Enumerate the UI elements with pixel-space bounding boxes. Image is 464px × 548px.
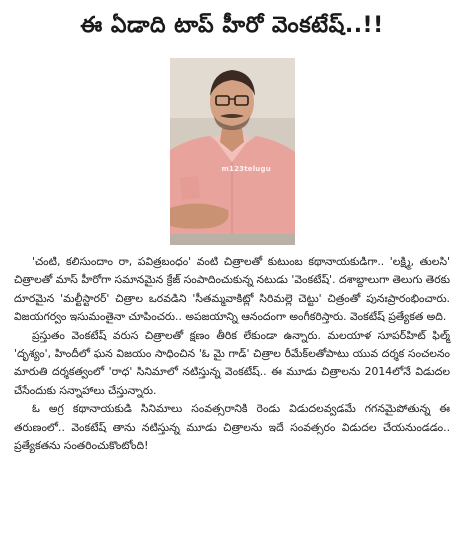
paragraph-2: ప్రస్తుతం వెంకటేష్ వరుస చిత్రాలతో క్షణం తీరిక లేకుండా ఉన్నారు. మలయాళ సూపర్‌హిట్ ఫిల్మ్ 'దృశ్యం', హిందీలో ఘన విజయం సాధించిన 'ఓ మై గాడ్' చిత్రాల రీమేక్‌లతోపాటు యువ దర్శక సంచలనం మారుతి దర్శకత్వంలో 'రాధ' సినిమాలో నటిస్తున్న వెంకటేష్.. ఈ మూడు చిత్రాలను 2014లోనే విడుదల చేసేందుకు సన్నాహాలు చేస్తున్నారు. [14,328,450,397]
actor-portrait-illustration [170,58,295,245]
paragraph-1: 'చంటి, కలిసుందాం రా, పవిత్రబంధం' వంటి చిత్రాలతో కుటుంబ కథానాయకుడిగా.. 'లక్ష్మి, తులసి' చిత్రాలతో మాస్ హీరోగా సమానమైన క్రేజ్ సంపాదించుకున్న నటుడు 'వెంకటేష్'. దశాబ్దాలుగా తెలుగు తెరకు దూరమైన 'మల్టీస్టారర్' చిత్రాల ఒరవడిని 'సీతమ్మవాకిట్లో సిరిమల్లె చెట్టు' చిత్రంతో పునఃప్రారంభించారు. విజయగర్వం ఇసుమంతైనా చూపించరు.. అపజయాన్ని ఆనందంగా అంగీకరిస్తారు. వెంకటేష్ ప్రత్యేకత అది. [14,255,450,324]
article-title: ఈ ఏడాది టాప్ హీరో వెంకటేష్..!! [80,13,384,38]
photo-container [14,58,450,245]
actor-photo [170,58,295,245]
paragraph-3: ఓ అగ్ర కథానాయకుడి సినిమాలు సంవత్సరానికి రెండు విడుదలవ్వడమే గగనమైపోతున్న ఈ తరుణంలో.. వెంకటేష్ తాను నటిస్తున్న మూడు చిత్రాలను ఇదే సంవత్సరం విడుదల చేయనుండడం.. ప్రత్యేకతను సంతరించుకొంటోంది! [14,402,450,453]
photo-watermark: m123telugu [221,165,271,173]
article-body [14,253,450,455]
